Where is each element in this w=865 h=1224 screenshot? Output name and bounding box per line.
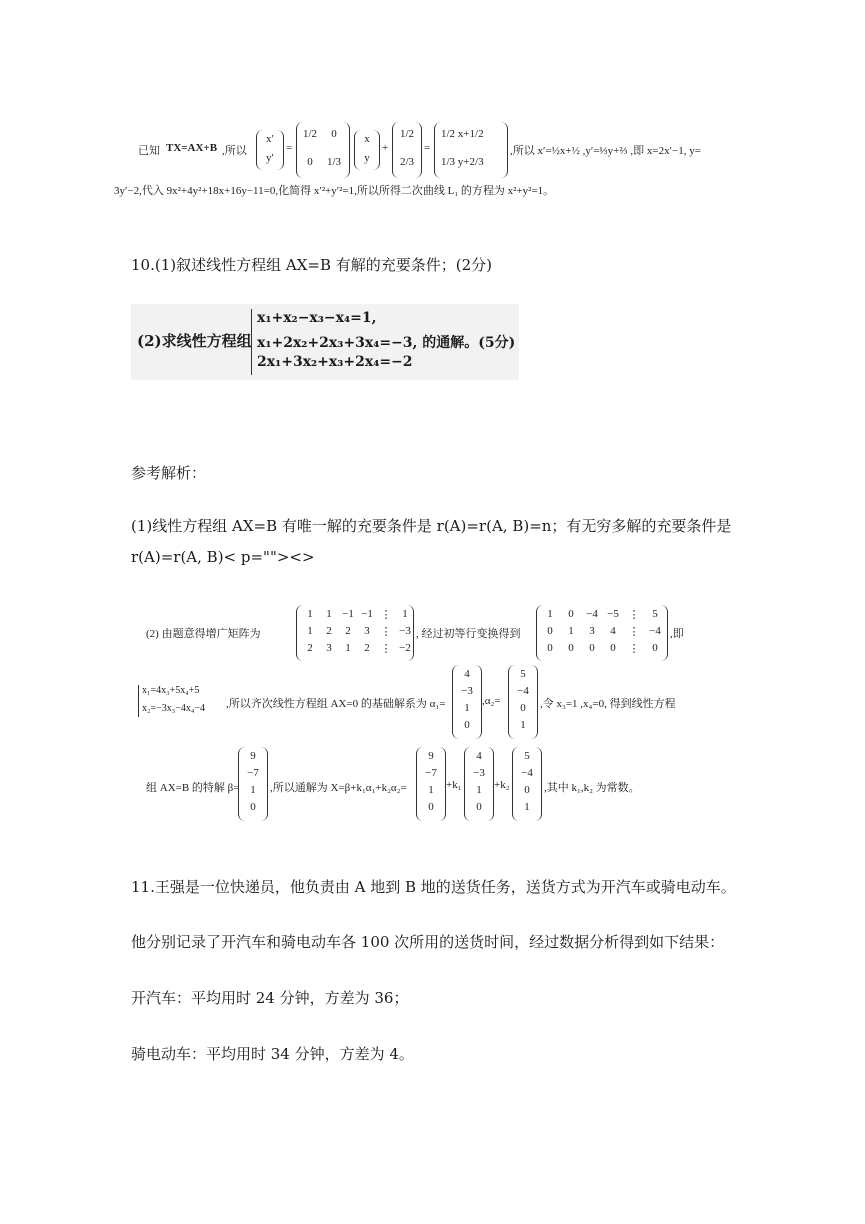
vector-cell: 0	[520, 702, 526, 714]
matrix-cell: 0	[568, 608, 574, 620]
matrix-cell: 4	[610, 625, 616, 637]
vector-cell: −3	[473, 767, 485, 779]
matrix-cell: ⋮	[380, 609, 392, 621]
matrix-cell: ⋮	[380, 626, 392, 638]
matrix-cell: 1	[402, 608, 408, 620]
equation-2: x₁+2x₂+2x₃+3x₄=−3, 的通解。(5分)	[257, 335, 516, 351]
vector-cell: 9	[250, 750, 256, 762]
matrix-cell: 1	[307, 625, 313, 637]
question-11-line-1: 11.王强是一位快递员，他负责由 A 地到 B 地的送货任务，送货方式为开汽车或骑电动车。	[131, 878, 736, 896]
matrix-cell: 1	[547, 608, 553, 620]
solution-constants-text: ,其中 k₁,k₂ 为常数。	[544, 782, 640, 794]
general-beta-vector	[416, 747, 446, 821]
k2-label: +k₂	[494, 779, 510, 791]
matrix-a: 1/2 0 0 1/3	[296, 122, 350, 178]
vector-cell: −4	[521, 767, 533, 779]
vector-xprime: x′ y′	[256, 130, 284, 170]
vector-cell: 5	[524, 750, 530, 762]
vector-cell: 0	[464, 719, 470, 731]
scanned-solution-block-1	[114, 100, 730, 200]
solution-system-brace	[138, 685, 139, 717]
matrix-cell: 2	[307, 642, 313, 654]
equation-brace	[251, 309, 252, 375]
vector-cell: 0	[428, 801, 434, 813]
result-vector: 1/2 x+1/2 1/3 y+2/3	[434, 122, 508, 178]
analysis-part-1-line-1: (1)线性方程组 AX=B 有唯一解的充要条件是 r(A)=r(A, B)=n；有无穷多解的充要条件是	[131, 517, 732, 535]
matrix-cell: 0	[547, 642, 553, 654]
equation-3: 2x₁+3x₂+x₃+2x₄=−2	[257, 354, 413, 370]
k1-label: +k₁	[446, 779, 462, 791]
part2-label: (2)求线性方程组	[137, 332, 252, 350]
vector-cell: 5	[520, 668, 526, 680]
scanned-solution-block-2	[130, 595, 730, 830]
vector-cell: −3	[461, 685, 473, 697]
question-10-part-2-image	[131, 304, 519, 380]
vector-cell: 1	[464, 702, 470, 714]
matrix-cell: 3	[326, 642, 332, 654]
analysis-part-1-line-2: r(A)=r(A, B)< p=""><>	[131, 548, 315, 566]
matrix-cell: 1	[568, 625, 574, 637]
question-11-line-3: 开汽车：平均用时 24 分钟，方差为 36；	[131, 989, 409, 1007]
solution-let-text: ,令 x₃=1 ,x₄=0, 得到线性方程	[540, 698, 676, 710]
matrix-cell: 2	[326, 625, 332, 637]
matrix-b: 1/2 2/3	[392, 122, 422, 178]
matrix-cell: 0	[610, 642, 616, 654]
solution-basis-text: ,所以齐次线性方程组 AX=0 的基础解系为 α₁=	[226, 698, 446, 710]
vector-cell: 0	[476, 801, 482, 813]
question-11-line-4: 骑电动车：平均用时 34 分钟，方差为 4。	[131, 1045, 414, 1063]
text-result: ,所以 x′=½x+½ ,y′=⅓y+⅔ ,即 x=2x′−1, y=	[510, 145, 701, 157]
matrix-cell: −4	[649, 625, 661, 637]
vector-cell: −4	[517, 685, 529, 697]
matrix-cell: −1	[361, 608, 373, 620]
vector-xy: x y	[354, 130, 380, 170]
vector-cell: 1	[476, 784, 482, 796]
general-alpha2-vector	[512, 747, 542, 821]
text-therefore: ,所以	[222, 145, 247, 157]
vector-cell: −7	[425, 767, 437, 779]
matrix-cell: −3	[399, 625, 411, 637]
solution-step-1: (2) 由题意得增广矩阵为	[146, 628, 261, 640]
matrix-cell: −1	[342, 608, 354, 620]
analysis-heading: 参考解析：	[131, 464, 207, 482]
matrix-cell: 1	[345, 642, 351, 654]
vector-cell: 0	[250, 801, 256, 813]
solution-sys-1: x₁=4x₃+5x₄+5	[142, 685, 200, 696]
solution-sys-2: x₂=−3x₃−4x₄−4	[142, 703, 206, 714]
solution-particular-text: 组 AX=B 的特解 β=	[146, 782, 240, 794]
matrix-cell: 3	[364, 625, 370, 637]
question-10-part-1: 10.(1)叙述线性方程组 AX=B 有解的充要条件；(2分)	[131, 256, 492, 274]
matrix-cell: ⋮	[628, 609, 640, 621]
text-line-2: 3y′−2,代入 9x²+4y²+18x+16y−11=0,化简得 x′²+y′²=1,所以所得二次曲线 L₁ 的方程为 x²+y²=1。	[114, 185, 555, 197]
vector-cell: 1	[250, 784, 256, 796]
matrix-cell: 3	[589, 625, 595, 637]
vector-cell: 1	[428, 784, 434, 796]
vector-cell: 4	[476, 750, 482, 762]
solution-transform: , 经过初等行变换得到	[416, 628, 521, 640]
vector-cell: −7	[247, 767, 259, 779]
matrix-cell: −2	[399, 642, 411, 654]
matrix-cell: −4	[586, 608, 598, 620]
matrix-cell: ⋮	[628, 643, 640, 655]
vector-cell: 0	[524, 784, 530, 796]
alpha1-vector	[452, 665, 482, 739]
equals-sign: =	[286, 142, 293, 154]
matrix-cell: 0	[652, 642, 658, 654]
equals-sign-2: =	[424, 142, 431, 154]
matrix-cell: 5	[652, 608, 658, 620]
augmented-matrix	[296, 605, 414, 661]
matrix-cell: ⋮	[380, 643, 392, 655]
solution-general-text: ,所以通解为 X=β+k₁α₁+k₂α₂=	[270, 782, 407, 794]
question-11-line-2: 他分别记录了开汽车和骑电动车各 100 次所用的送货时间，经过数据分析得到如下结果：	[131, 933, 725, 951]
vector-cell: 1	[520, 719, 526, 731]
alpha2-label: ,α₂=	[482, 695, 501, 707]
vector-cell: 4	[464, 668, 470, 680]
matrix-cell: 0	[547, 625, 553, 637]
matrix-cell: 0	[589, 642, 595, 654]
equation-tx: TX=AX+B	[166, 142, 218, 154]
matrix-cell: ⋮	[628, 626, 640, 638]
matrix-cell: 1	[307, 608, 313, 620]
matrix-cell: 1	[326, 608, 332, 620]
text-known: 已知	[138, 145, 160, 157]
solution-that-is: ,即	[670, 628, 684, 640]
matrix-cell: 0	[568, 642, 574, 654]
beta-vector	[238, 747, 268, 821]
vector-cell: 9	[428, 750, 434, 762]
reduced-matrix	[536, 605, 668, 661]
matrix-cell: 2	[364, 642, 370, 654]
equation-1: x₁+x₂−x₃−x₄=1,	[257, 310, 377, 326]
vector-cell: 1	[524, 801, 530, 813]
matrix-cell: 2	[345, 625, 351, 637]
matrix-cell: −5	[607, 608, 619, 620]
general-alpha1-vector	[464, 747, 494, 821]
alpha2-vector	[508, 665, 538, 739]
plus-sign: +	[382, 142, 389, 154]
